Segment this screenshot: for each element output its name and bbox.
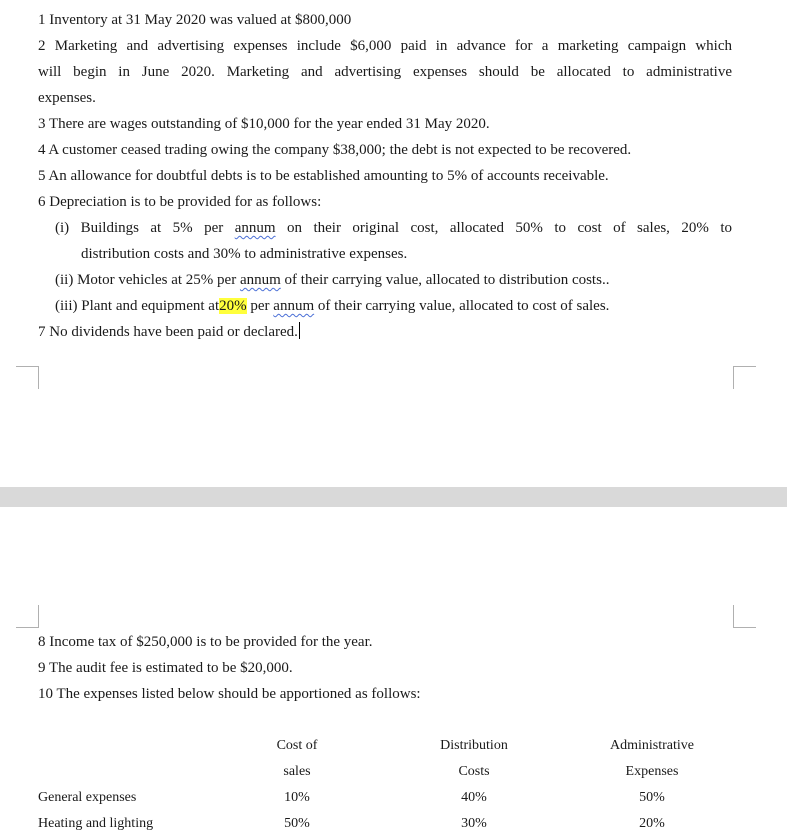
note-7-dividends[interactable] [38, 322, 300, 342]
note-8-income-tax: 8 Income tax of $250,000 is to be provided for the year. [38, 634, 373, 650]
note-6-depreciation: 6 Depreciation is to be provided for as follows: [38, 194, 322, 210]
spellcheck-word[interactable]: annum [273, 298, 315, 314]
margin-corner-mark [733, 366, 756, 389]
dep-buildings-part-b: on their original cost, allocated 50% to cost of sales, 20% to [287, 220, 732, 236]
col-header-cost-of-sales-1: Cost of [276, 738, 318, 753]
note-4-bad-debt: 4 A customer ceased trading owing the company $38,000; the debt is not expected to be recovered. [38, 142, 632, 158]
col-header-administrative-2: Expenses [625, 764, 679, 779]
col-header-cost-of-sales-2: sales [283, 764, 311, 779]
dep-plant-per: per [250, 298, 270, 314]
dep-buildings-line1 [55, 218, 732, 238]
table-cell: 20% [639, 816, 665, 831]
dep-motor-vehicles [55, 270, 609, 290]
note-2-marketing-line1: 2 Marketing and advertising expenses include $6,000 paid in advance for a marketing campaign which [38, 38, 732, 54]
dep-motor-part-a: (ii) Motor vehicles at 25% per [55, 272, 237, 288]
note-1-inventory: 1 Inventory at 31 May 2020 was valued at $800,000 [38, 12, 352, 28]
note-2-marketing-line3: expenses. [38, 90, 96, 106]
spellcheck-word[interactable]: annum [234, 220, 276, 236]
dep-plant-part-b: of their carrying value, allocated to cost of sales. [317, 298, 610, 314]
dep-buildings-line2: distribution costs and 30% to administrative expenses. [81, 246, 408, 262]
table-cell: 10% [284, 790, 310, 805]
row-label-general-expenses: General expenses [38, 790, 137, 805]
table-cell: 50% [284, 816, 310, 831]
col-header-distribution-2: Costs [458, 764, 490, 779]
text-cursor [299, 322, 301, 339]
dep-motor-part-b: of their carrying value, allocated to distribution costs.. [284, 272, 610, 288]
table-cell: 40% [461, 790, 487, 805]
note-2-marketing-line2: will begin in June 2020. Marketing and advertising expenses should be allocated to administrative [38, 64, 732, 80]
note-7-text: 7 No dividends have been paid or declared. [38, 324, 298, 340]
table-cell: 50% [639, 790, 665, 805]
dep-plant-part-a: (iii) Plant and equipment at [55, 298, 220, 314]
col-header-distribution-1: Distribution [440, 738, 508, 753]
margin-corner-mark [16, 366, 39, 389]
dep-plant-equipment [55, 296, 609, 316]
dep-buildings-part-a: (i) Buildings at 5% per [55, 220, 224, 236]
row-label-heating-lighting: Heating and lighting [38, 816, 154, 831]
margin-corner-mark [733, 605, 756, 628]
note-3-wages: 3 There are wages outstanding of $10,000 for the year ended 31 May 2020. [38, 116, 490, 132]
highlighted-text[interactable]: 20% [219, 298, 247, 314]
note-9-audit-fee: 9 The audit fee is estimated to be $20,000. [38, 660, 293, 676]
margin-corner-mark [16, 605, 39, 628]
table-cell: 30% [461, 816, 487, 831]
spellcheck-word[interactable]: annum [239, 272, 281, 288]
col-header-administrative-1: Administrative [610, 738, 694, 753]
note-10-apportion: 10 The expenses listed below should be apportioned as follows: [38, 686, 421, 702]
page-break-gap [0, 487, 787, 507]
note-5-allowance: 5 An allowance for doubtful debts is to be established amounting to 5% of accounts receivable. [38, 168, 609, 184]
